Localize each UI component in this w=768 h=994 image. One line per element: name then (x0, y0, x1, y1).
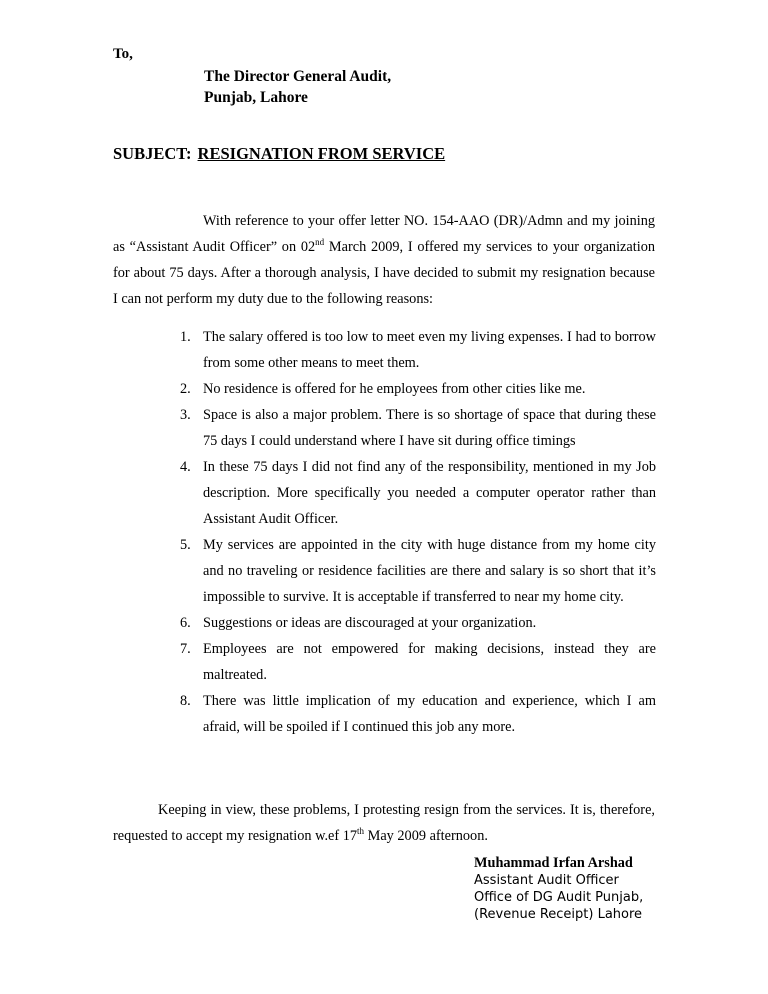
reason-number: 3. (180, 407, 191, 423)
intro-text-1: With reference to your offer letter NO. 154-AAO (DR)/Admn and my joining as “Assistant Audit Officer” on 02 (113, 213, 655, 256)
reason-text: In these 75 days I did not find any of the responsibility, mentioned in my Job description. More specifically you needed a computer operator rather than Assistant Audit Officer. (203, 459, 656, 527)
reason-text: My services are appointed in the city with huge distance from my home city and no traveling or residence facilities are there and salary is so short that it’s impossible to survive. It is acceptable if transferred to near my home city. (203, 537, 656, 605)
reason-text: Employees are not empowered for making decisions, instead they are maltreated. (203, 641, 656, 683)
recipient-location: Punjab, Lahore (204, 89, 308, 106)
reason-item (180, 402, 656, 454)
subject-label: SUBJECT: (113, 144, 192, 163)
reason-number: 5. (180, 537, 191, 553)
reason-text: Space is also a major problem. There is so shortage of space that during these 75 days I could understand where I have sit during office timings (203, 407, 656, 449)
closing-text-1: Keeping in view, these problems, I protesting resign from the services. It is, therefore, requested to accept my resignation w.ef 17 (113, 802, 655, 845)
closing-paragraph (113, 797, 655, 849)
intro-paragraph (113, 208, 655, 312)
reason-text: The salary offered is too low to meet even my living expenses. I had to borrow from some other means to meet them. (203, 329, 656, 371)
reason-text: There was little implication of my education and experience, which I am afraid, will be spoiled if I continued this job any more. (203, 693, 656, 735)
subject-text: RESIGNATION FROM SERVICE (197, 144, 446, 163)
signatory-office: Office of DG Audit Punjab, (474, 890, 644, 905)
reason-text: Suggestions or ideas are discouraged at your organization. (203, 615, 537, 631)
closing-text-2: May 2009 afternoon. (364, 828, 488, 845)
subject-line (113, 144, 445, 164)
reason-item (180, 454, 656, 532)
intro-superscript: nd (315, 237, 325, 248)
reason-item (180, 636, 656, 688)
reason-text: No residence is offered for he employees from other cities like me. (203, 381, 586, 397)
reason-item (180, 376, 656, 402)
recipient-title: The Director General Audit, (204, 68, 392, 85)
reason-number: 2. (180, 381, 191, 397)
signature-block (474, 855, 643, 923)
reason-item (180, 688, 656, 740)
reason-number: 1. (180, 329, 191, 345)
recipient-address (204, 66, 391, 108)
reason-item (180, 532, 656, 610)
intro-text-2: March 2009, I offered my services to your organization for about 75 days. After a thorough analysis, I have decided to submit my resignation because I can not perform my duty due to the following reasons: (113, 239, 655, 308)
signatory-department: (Revenue Receipt) Lahore (474, 907, 643, 922)
reason-item (180, 610, 656, 636)
closing-superscript: th (357, 826, 365, 837)
reason-number: 6. (180, 615, 191, 631)
signatory-designation: Assistant Audit Officer (474, 873, 619, 888)
reason-item (180, 324, 656, 376)
to-label: To, (113, 46, 133, 62)
reason-number: 4. (180, 459, 191, 475)
reasons-list (180, 324, 656, 740)
reason-number: 7. (180, 641, 191, 657)
signatory-name: Muhammad Irfan Arshad (474, 855, 633, 871)
reason-number: 8. (180, 693, 191, 709)
